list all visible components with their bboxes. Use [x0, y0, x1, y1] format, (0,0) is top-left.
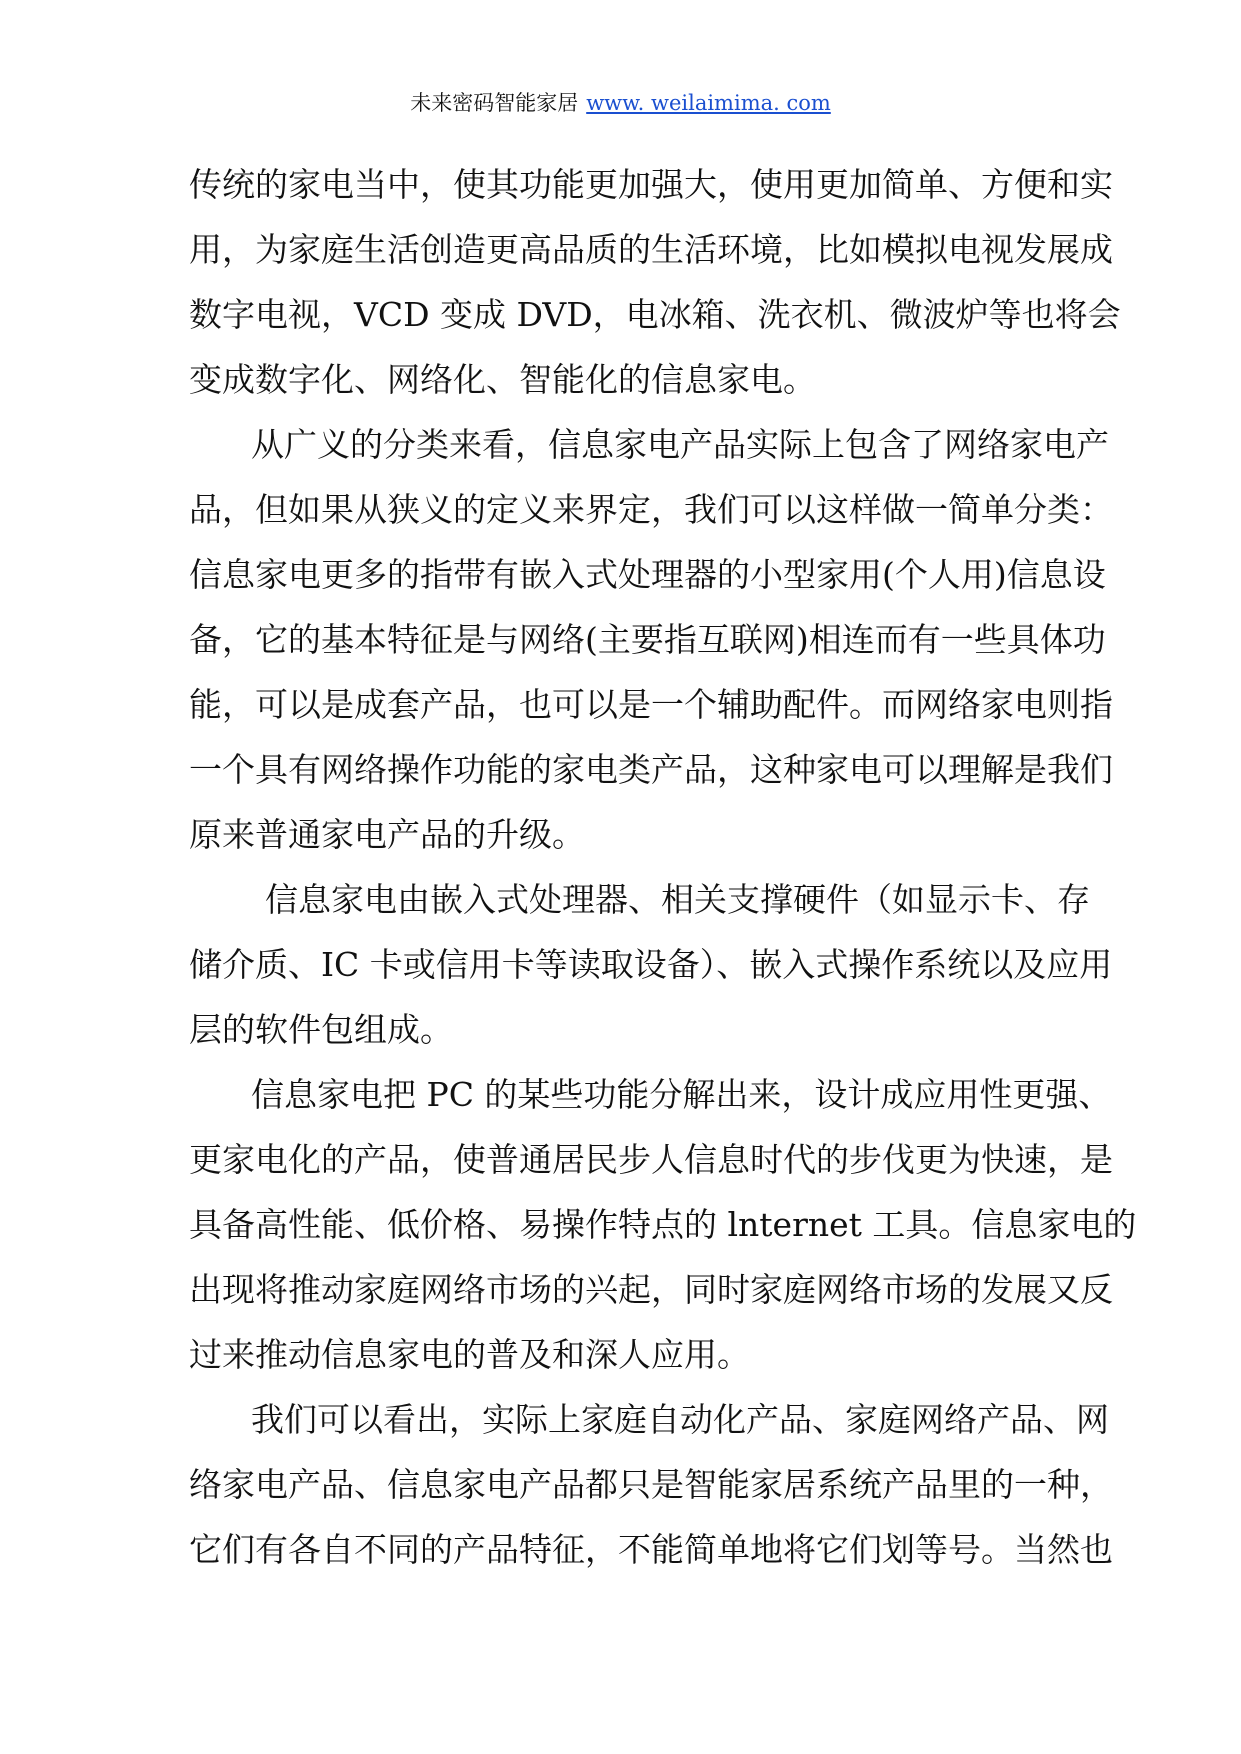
text-line: 数字电视，VCD 变成 DVD，电冰箱、洗衣机、微波炉等也将会	[189, 295, 1121, 334]
text-line: 储介质、IC 卡或信用卡等读取设备）、嵌入式操作系统以及应用	[189, 945, 1113, 984]
paragraph-2	[189, 412, 1113, 867]
header-brand: 未来密码智能家居	[410, 91, 579, 115]
text-line: 传统的家电当中，使其功能更加强大，使用更加简单、方便和实	[189, 165, 1113, 204]
header-website-link[interactable]: www. weilaimima. com	[586, 91, 831, 115]
text-line: 出现将推动家庭网络市场的兴起，同时家庭网络市场的发展又反	[189, 1270, 1113, 1309]
text-line: 品，但如果从狭义的定义来界定，我们可以这样做一简单分类：	[189, 490, 1113, 529]
paragraph-1	[189, 152, 1121, 412]
paragraph-4	[189, 1062, 1137, 1387]
text-line: 原来普通家电产品的升级。	[189, 815, 585, 854]
text-line: 我们可以看出，实际上家庭自动化产品、家庭网络产品、网	[251, 1400, 1109, 1439]
text-line: 信息家电更多的指带有嵌入式处理器的小型家用(个人用)信息设	[189, 555, 1106, 594]
paragraph-5	[189, 1387, 1113, 1582]
text-line: 备，它的基本特征是与网络(主要指互联网)相连而有一些具体功	[189, 620, 1106, 659]
text-line: 它们有各自不同的产品特征，不能简单地将它们划等号。当然也	[189, 1530, 1113, 1569]
text-line: 具备高性能、低价格、易操作特点的 lnternet 工具。信息家电的	[189, 1205, 1137, 1244]
text-line: 信息家电由嵌入式处理器、相关支撑硬件（如显示卡、存	[265, 880, 1090, 919]
text-line: 络家电产品、信息家电产品都只是智能家居系统产品里的一种，	[189, 1465, 1113, 1504]
text-line: 信息家电把 PC 的某些功能分解出来，设计成应用性更强、	[251, 1075, 1112, 1114]
text-line: 用，为家庭生活创造更高品质的生活环境，比如模拟电视发展成	[189, 230, 1113, 269]
text-line: 过来推动信息家电的普及和深人应用。	[189, 1335, 750, 1374]
paragraph-3	[189, 867, 1113, 1062]
text-line: 变成数字化、网络化、智能化的信息家电。	[189, 360, 816, 399]
text-line: 更家电化的产品，使普通居民步人信息时代的步伐更为快速，是	[189, 1140, 1113, 1179]
page-header	[0, 88, 1241, 118]
text-line: 从广义的分类来看，信息家电产品实际上包含了网络家电产	[251, 425, 1109, 464]
text-line: 层的软件包组成。	[189, 1010, 453, 1049]
text-line: 能，可以是成套产品，也可以是一个辅助配件。而网络家电则指	[189, 685, 1113, 724]
document-body	[189, 152, 1137, 1582]
text-line: 一个具有网络操作功能的家电类产品，这种家电可以理解是我们	[189, 750, 1113, 789]
